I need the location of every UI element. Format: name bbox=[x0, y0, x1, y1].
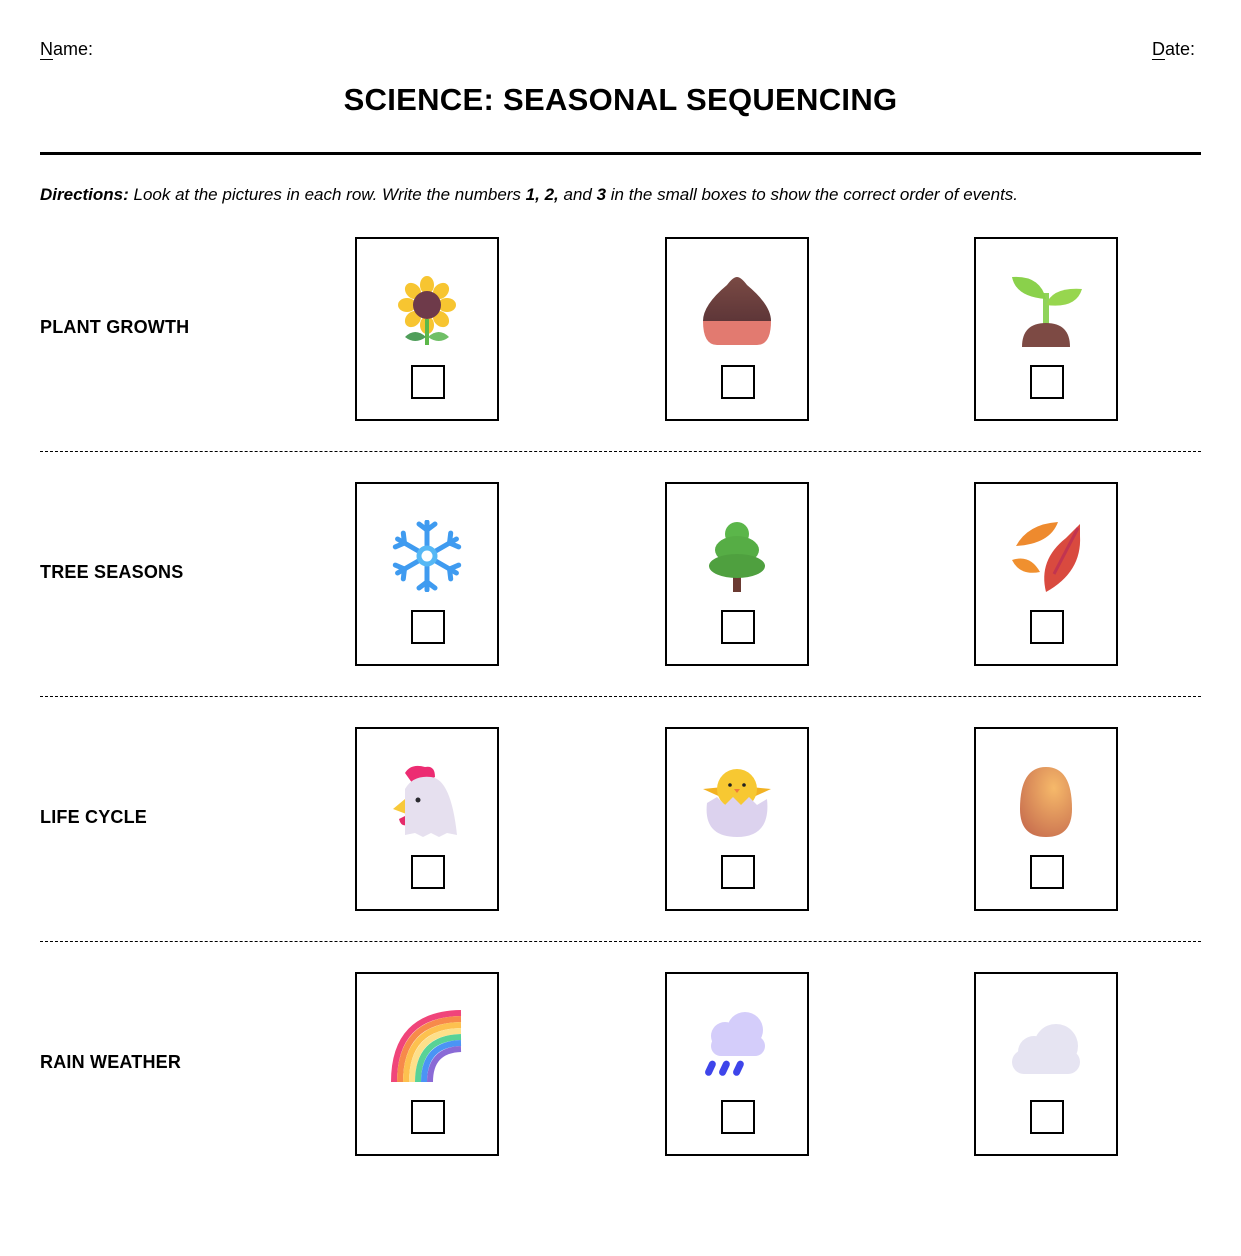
row-label: TREE SEASONS bbox=[40, 562, 184, 582]
picture-card bbox=[974, 972, 1118, 1156]
row-divider bbox=[40, 941, 1201, 942]
answer-box[interactable] bbox=[1030, 610, 1064, 644]
rain-cloud-icon bbox=[701, 1010, 773, 1082]
answer-box[interactable] bbox=[1030, 365, 1064, 399]
snowflake-icon bbox=[391, 520, 463, 592]
fallen-leaves-icon bbox=[1010, 520, 1082, 592]
row-life-cycle bbox=[40, 727, 1201, 972]
row-divider bbox=[40, 451, 1201, 452]
answer-box[interactable] bbox=[411, 1100, 445, 1134]
chestnut-seed-icon bbox=[701, 275, 773, 347]
name-label-rest: ame: bbox=[53, 39, 94, 59]
answer-box[interactable] bbox=[721, 365, 755, 399]
directions-lead: Directions: bbox=[40, 185, 129, 204]
directions-text: in the small boxes to show the correct order of events. bbox=[606, 185, 1019, 204]
picture-card bbox=[665, 482, 809, 666]
picture-card bbox=[355, 727, 499, 911]
picture-card bbox=[974, 727, 1118, 911]
seedling-icon bbox=[1010, 275, 1082, 347]
chicken-icon bbox=[391, 765, 463, 837]
picture-card bbox=[974, 482, 1118, 666]
row-plant-growth bbox=[40, 237, 1201, 482]
picture-card bbox=[665, 727, 809, 911]
cloud-icon bbox=[1010, 1010, 1082, 1082]
row-tree-seasons bbox=[40, 482, 1201, 727]
picture-card bbox=[665, 237, 809, 421]
picture-card bbox=[665, 972, 809, 1156]
row-label: LIFE CYCLE bbox=[40, 807, 148, 827]
directions bbox=[40, 185, 1018, 205]
answer-box[interactable] bbox=[1030, 1100, 1064, 1134]
answer-box[interactable] bbox=[411, 855, 445, 889]
row-label: RAIN WEATHER bbox=[40, 1052, 182, 1072]
picture-card bbox=[974, 237, 1118, 421]
directions-numbers: 1, 2, bbox=[525, 185, 559, 204]
picture-card bbox=[355, 237, 499, 421]
name-field[interactable] bbox=[40, 39, 93, 60]
directions-text: and bbox=[558, 185, 597, 204]
date-field[interactable] bbox=[1152, 39, 1195, 60]
rainbow-icon bbox=[391, 1010, 463, 1082]
hatching-chick-icon bbox=[701, 765, 773, 837]
answer-box[interactable] bbox=[411, 610, 445, 644]
title-divider bbox=[40, 152, 1201, 155]
date-label-rest: ate: bbox=[1164, 39, 1195, 59]
directions-number-3: 3 bbox=[596, 185, 607, 204]
directions-text: Look at the pictures in each row. Write the numbers bbox=[128, 185, 526, 204]
page-title: SCIENCE: SEASONAL SEQUENCING bbox=[343, 82, 898, 117]
row-label: PLANT GROWTH bbox=[40, 317, 190, 337]
name-label-first: N bbox=[40, 39, 53, 59]
answer-box[interactable] bbox=[721, 610, 755, 644]
answer-box[interactable] bbox=[411, 365, 445, 399]
green-tree-icon bbox=[701, 520, 773, 592]
egg-icon bbox=[1010, 765, 1082, 837]
sunflower-icon bbox=[391, 275, 463, 347]
answer-box[interactable] bbox=[721, 1100, 755, 1134]
picture-card bbox=[355, 972, 499, 1156]
row-rain-weather bbox=[40, 972, 1201, 1217]
answer-box[interactable] bbox=[721, 855, 755, 889]
date-label-first: D bbox=[1151, 39, 1165, 59]
answer-box[interactable] bbox=[1030, 855, 1064, 889]
row-divider bbox=[40, 696, 1201, 697]
picture-card bbox=[355, 482, 499, 666]
